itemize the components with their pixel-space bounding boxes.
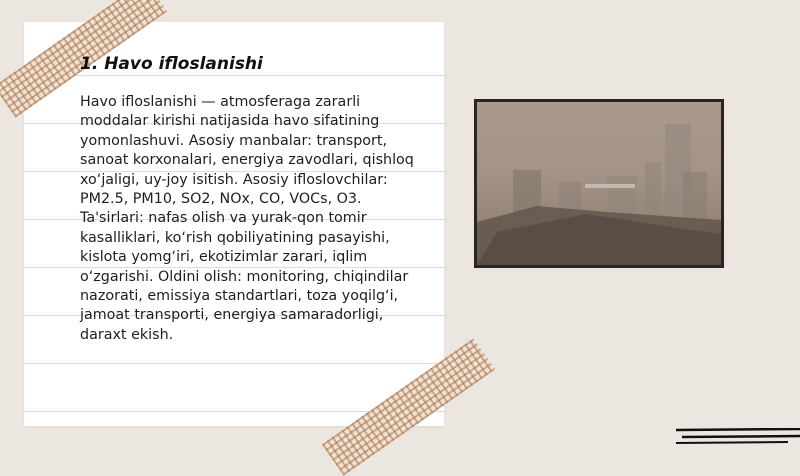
smog-city-photo	[474, 99, 724, 268]
smog-city-illustration	[477, 102, 721, 265]
slide-body-text: Havo ifloslanishi — atmosferaga zararli moddalar kirishi natijasida havo sifatining yomonlashuvi. Asosiy manbalar: transport, sanoat korxonalari, energiya zavodlari, qishloq xo‘jaligi, uy-joy isitish. Asosiy ifloslovchilar: PM2.5, PM10, SO2, NOx, CO, VOCs, O3. Ta'sirlari: nafas olish va yurak-qon tomir kasalliklari, ko‘rish qobiliyatining pasayishi, kislota yomg‘iri, ekotizimlar zarari, iqlim o‘zgarishi. Oldini olish: monitoring, chiqindilar nazorati, emissiya standartlari, toza yoqilg‘i, jamoat transporti, energiya samaradorligi, daraxt ekish.	[80, 94, 414, 343]
decorative-lines	[676, 428, 800, 446]
slide-title: 1. Havo ifloslanishi	[80, 54, 263, 74]
